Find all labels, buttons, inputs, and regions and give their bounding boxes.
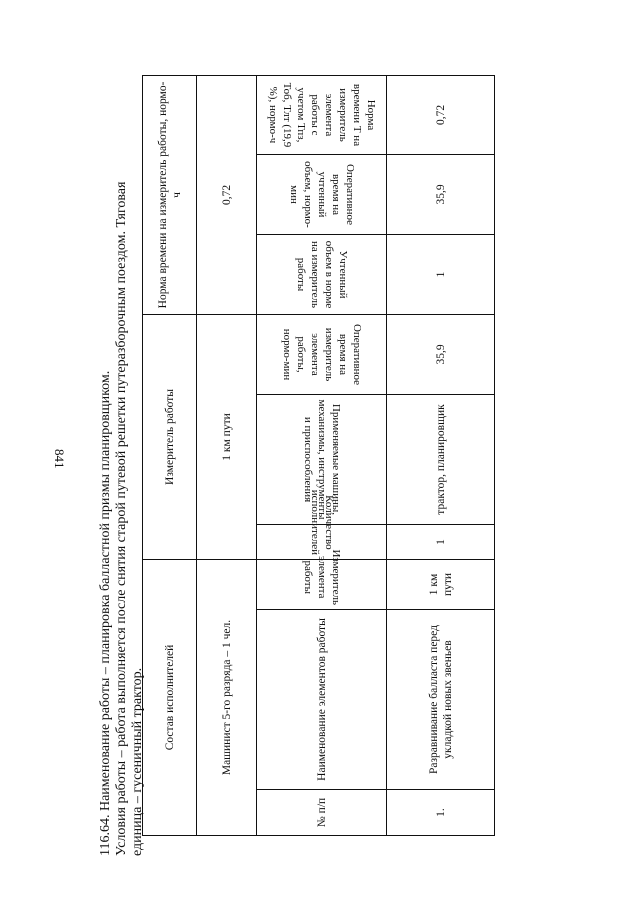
col-volume-header: Учтенный объем в норме на измеритель работы xyxy=(257,234,387,314)
time-norm-value: 0,72 xyxy=(197,75,257,314)
column-header-row xyxy=(257,75,387,835)
col-op-time-header: Оперативное время на измеритель элемента работы, нормо-мин xyxy=(257,314,387,394)
col-norm-t-header: Норма времени Т на измеритель элемента работы с учетом Тпз, Тоб, Тлт (19,9 %), нормо-ч xyxy=(257,75,387,154)
col-element-unit-header: Измеритель элемента работы xyxy=(257,559,387,609)
composition-header: Состав исполнителей xyxy=(143,559,197,835)
norm-table xyxy=(142,75,495,836)
row-num: 1. xyxy=(387,790,495,836)
col-machines-header: Применяемые машины, механизмы, инструменты и приспособления xyxy=(257,394,387,524)
table-row xyxy=(387,75,495,835)
row-norm-t: 0,72 xyxy=(387,75,495,154)
row-machines: трактор, планировщик xyxy=(387,394,495,524)
time-norm-header: Норма времени на измеритель работы, нормо-ч xyxy=(143,75,197,314)
summary-row xyxy=(197,75,257,835)
col-element-name-header: Наименование элементов работы xyxy=(257,610,387,790)
col-op-time-volume-header: Оперативное время на учтенный объем, нормо-мин xyxy=(257,154,387,234)
traction-unit: единица – гусеничный трактор. xyxy=(130,667,145,856)
row-volume: 1 xyxy=(387,234,495,314)
row-op-time: 35,9 xyxy=(387,314,495,394)
row-element-name: Разравнивание балласта перед укладкой новых звеньев xyxy=(387,610,495,790)
work-unit-value: 1 км пути xyxy=(197,314,257,559)
col-num-header: № п/п xyxy=(257,790,387,836)
work-title: 116.64. Наименование работы – планировка балластной призмы планировщиком. xyxy=(98,370,113,856)
row-performers: 1 xyxy=(387,524,495,559)
col-performers-header: Количество исполнителей xyxy=(257,524,387,559)
rotated-content xyxy=(98,76,618,856)
intro-text xyxy=(98,76,146,856)
row-element-unit: 1 км пути xyxy=(387,559,495,609)
row-op-time-volume: 35,9 xyxy=(387,154,495,234)
work-unit-header: Измеритель работы xyxy=(143,314,197,559)
header-row xyxy=(143,75,197,835)
work-conditions: Условия работы – работа выполняется после снятия старой путевой решетки путеразборочным поездом. Тяговая xyxy=(114,181,129,856)
page-number: 841 xyxy=(52,449,67,469)
composition-value: Машинист 5-го разряда – 1 чел. xyxy=(197,559,257,835)
